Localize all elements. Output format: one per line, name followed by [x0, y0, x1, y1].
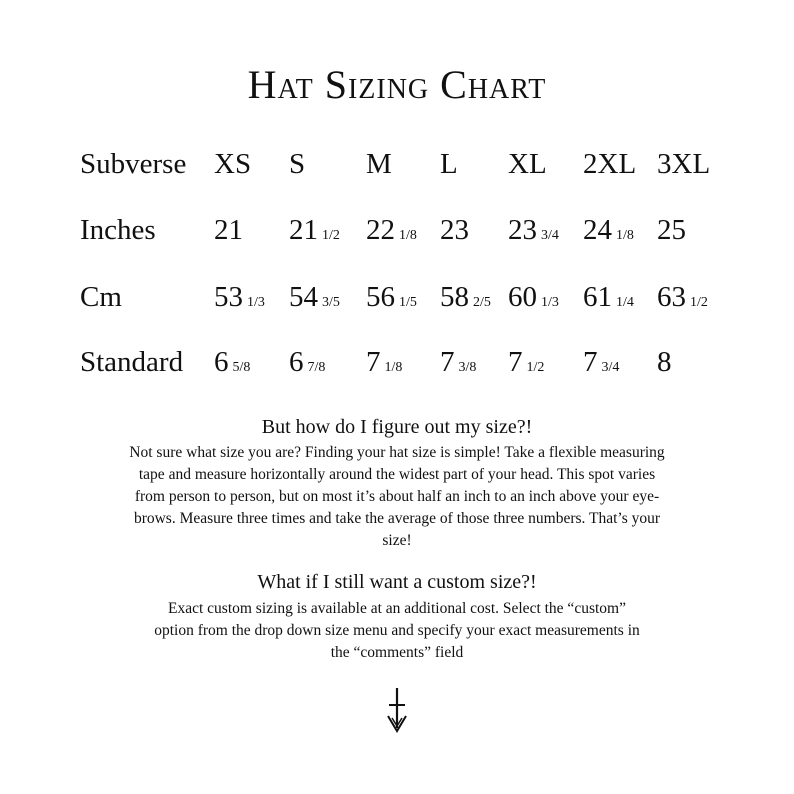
- table-cell: 58 2/5: [440, 281, 491, 313]
- row-label-cm: Cm: [80, 281, 122, 313]
- table-cell: 60 1/3: [508, 281, 559, 313]
- table-cell: 21 1/2: [289, 214, 340, 246]
- table-cell: 6 5/8: [214, 346, 251, 378]
- paragraph-line: Not sure what size you are? Finding your hat size is simple! Take a flexible measuring: [129, 444, 665, 461]
- row-label-standard: Standard: [80, 346, 184, 378]
- table-cell: 3XL: [657, 148, 711, 180]
- paragraph-line: tape and measure horizontally around the widest part of your head. This spot varies: [138, 466, 656, 483]
- table-cell: 56 1/5: [366, 281, 417, 313]
- paragraph-line: brows. Measure three times and take the average of those three numbers. That’s your: [133, 510, 661, 527]
- table-cell: 25: [657, 214, 686, 246]
- table-cell: 53 1/3: [214, 281, 265, 313]
- table-cell: 21: [214, 214, 243, 246]
- table-cell: 54 3/5: [289, 281, 340, 313]
- table-cell: S: [289, 148, 306, 180]
- paragraph-line: Exact custom sizing is available at an additional cost. Select the “custom”: [168, 600, 626, 617]
- table-cell: 6 7/8: [289, 346, 326, 378]
- table-cell: 23: [440, 214, 469, 246]
- section-body-figure-out: [60, 442, 734, 552]
- table-cell: 63 1/2: [657, 281, 708, 313]
- section-heading-figure-out: But how do I figure out my size?!: [261, 416, 533, 438]
- section-heading-custom: What if I still want a custom size?!: [257, 571, 537, 593]
- table-cell: 23 3/4: [508, 214, 559, 246]
- table-cell: 22 1/8: [366, 214, 417, 246]
- row-label-inches: Inches: [80, 214, 156, 246]
- table-cell: 7 3/4: [583, 346, 620, 378]
- table-cell: 24 1/8: [583, 214, 634, 246]
- paragraph-line: size!: [382, 532, 412, 549]
- down-arrow-cross-icon: [384, 688, 410, 734]
- table-cell: 8: [657, 346, 672, 378]
- table-cell: 7 3/8: [440, 346, 477, 378]
- section-body-custom: [70, 598, 724, 664]
- paragraph-line: from person to person, but on most it’s about half an inch to an inch above your eye-: [134, 488, 660, 505]
- paragraph-line: the “comments” field: [330, 644, 464, 661]
- table-cell: 2XL: [583, 148, 637, 180]
- page-title: Hat Sizing Chart: [247, 62, 547, 107]
- table-cell: 7 1/2: [508, 346, 545, 378]
- paragraph-line: option from the drop down size menu and specify your exact measurements in: [154, 622, 640, 639]
- row-label-subverse: Subverse: [80, 148, 187, 180]
- table-cell: L: [440, 148, 458, 180]
- table-cell: XS: [214, 148, 252, 180]
- table-cell: 7 1/8: [366, 346, 403, 378]
- table-cell: 61 1/4: [583, 281, 634, 313]
- table-cell: XL: [508, 148, 547, 180]
- table-cell: M: [366, 148, 392, 180]
